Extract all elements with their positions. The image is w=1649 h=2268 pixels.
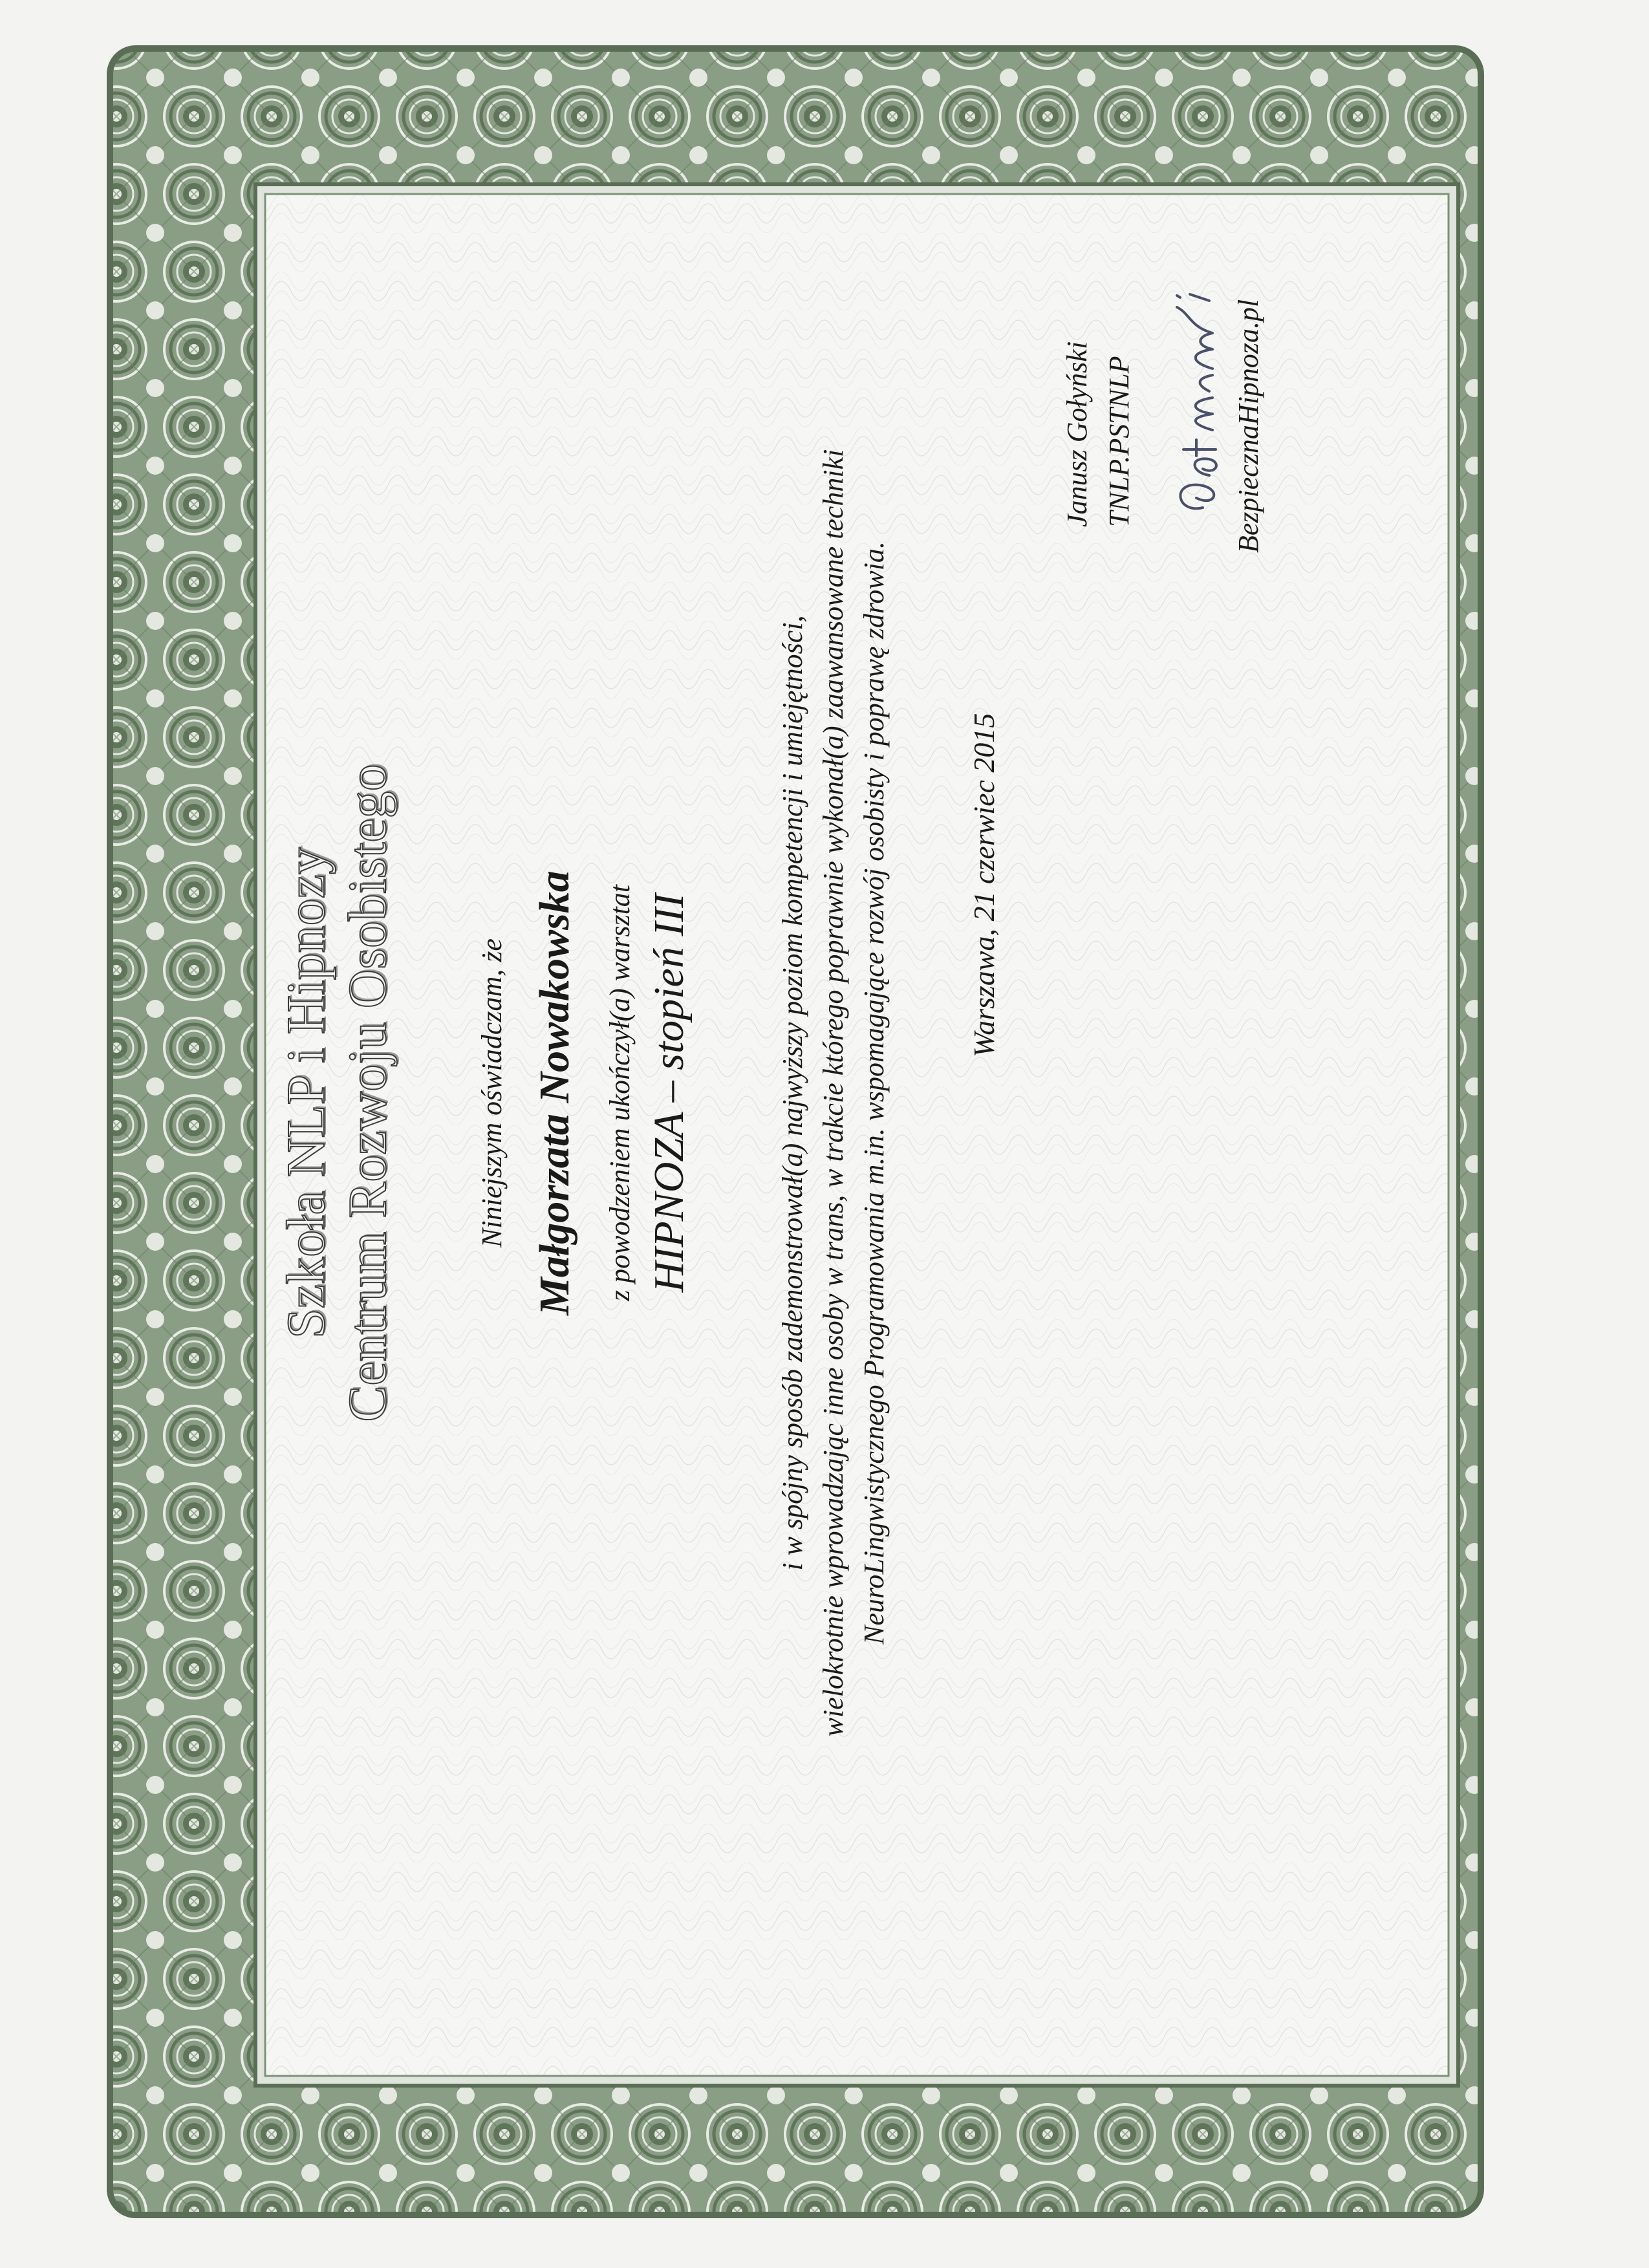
body-line-3: NeuroLingwistycznego Programowania m.in. wspomagające rozwój osobisty i poprawę zdrowia. — [858, 541, 890, 1645]
signature — [1151, 249, 1235, 521]
school-name: Szkoła NLP i Hipnozy — [276, 847, 336, 1339]
signer-title: TNLP.PSTNLP — [1103, 356, 1135, 527]
place-date: Warszawa, 21 czerwiec 2015 — [967, 713, 1000, 1057]
school-subtitle: Centrum Rozwoju Osobistego — [338, 764, 398, 1422]
course-title: HIPNOZA – stopień III — [645, 893, 693, 1293]
completion-text: z powodzeniem ukończył(a) warsztat — [604, 884, 636, 1302]
signer-name: Janusz Gołyński — [1061, 341, 1093, 527]
certificate-content — [275, 184, 1491, 2002]
body-line-1: i w spójny sposób zademonstrował(a) najwyższy poziom kompetencji i umiejętności, — [777, 615, 808, 1571]
body-line-2: wielokrotnie wprowadzając inne osoby w trans, w trakcie którego poprawnie wykonał(a) zaawansowane techniki — [817, 449, 849, 1737]
recipient-name: Małgorzata Nowakowska — [531, 870, 578, 1315]
website-url: BezpiecznaHipnoza.pl — [1233, 299, 1264, 553]
intro-text: Niniejszym oświadczam, że — [476, 938, 508, 1247]
